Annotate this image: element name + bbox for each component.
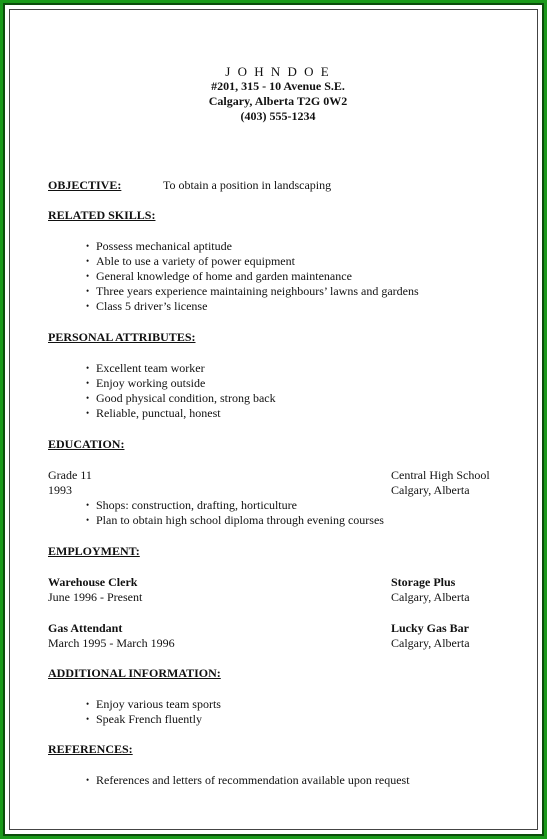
list-item: • General knowledge of home and garden maintenance: [48, 269, 508, 284]
job-title: Gas Attendant: [48, 621, 123, 635]
education-school: Central High School: [391, 468, 490, 482]
education-row-2: [48, 483, 508, 498]
references-list: [48, 773, 508, 788]
resume-header: [48, 64, 508, 124]
additional-info-section: [48, 666, 508, 727]
references-section: [48, 742, 508, 788]
education-location: Calgary, Alberta: [391, 483, 470, 497]
job-row-title: [48, 575, 508, 590]
employment-heading: EMPLOYMENT:: [48, 544, 140, 558]
job-employer: Storage Plus: [391, 575, 456, 589]
list-item: • References and letters of recommendation available upon request: [48, 773, 508, 788]
address-line-1: #201, 315 - 10 Avenue S.E.: [211, 79, 345, 93]
list-item: • Good physical condition, strong back: [48, 391, 508, 406]
list-item: • Able to use a variety of power equipment: [48, 254, 508, 269]
resume-page: [9, 9, 538, 830]
related-skills-heading: RELATED SKILLS:: [48, 208, 156, 222]
document-border: [3, 3, 544, 836]
objective-heading: OBJECTIVE:: [48, 178, 122, 192]
list-item: • Excellent team worker: [48, 361, 508, 376]
education-list: [48, 498, 508, 528]
education-heading: EDUCATION:: [48, 437, 125, 451]
additional-info-list: [48, 697, 508, 727]
education-grade: Grade 11: [48, 468, 92, 482]
additional-info-heading: ADDITIONAL INFORMATION:: [48, 666, 221, 680]
objective-text: To obtain a position in landscaping: [163, 178, 332, 192]
list-item: • Shops: construction, drafting, horticulture: [48, 498, 508, 513]
references-heading: REFERENCES:: [48, 742, 133, 756]
list-item: • Class 5 driver’s license: [48, 299, 508, 314]
job-location: Calgary, Alberta: [391, 590, 470, 604]
job-title: Warehouse Clerk: [48, 575, 138, 589]
address-line-2: Calgary, Alberta T2G 0W2: [208, 94, 348, 108]
personal-attributes-heading: PERSONAL ATTRIBUTES:: [48, 330, 196, 344]
job-row-title: [48, 621, 508, 636]
list-item: • Speak French fluently: [48, 712, 508, 727]
job-dates: March 1995 - March 1996: [48, 636, 175, 650]
related-skills-list: [48, 239, 508, 314]
education-row-1: [48, 468, 508, 483]
list-item: • Possess mechanical aptitude: [48, 239, 508, 254]
related-skills-section: [48, 208, 508, 314]
job-row-dates: [48, 590, 508, 605]
education-section: [48, 437, 508, 528]
applicant-name: J O H N D O E: [225, 64, 331, 79]
list-item: • Enjoy various team sports: [48, 697, 508, 712]
personal-attributes-section: [48, 330, 508, 421]
employment-section: [48, 544, 508, 651]
personal-attributes-list: [48, 361, 508, 421]
list-item: • Reliable, punctual, honest: [48, 406, 508, 421]
objective-section: [48, 178, 508, 193]
job-dates: June 1996 - Present: [48, 590, 143, 604]
list-item: • Three years experience maintaining neighbours’ lawns and gardens: [48, 284, 508, 299]
phone-number: (403) 555-1234: [240, 109, 316, 123]
list-item: • Enjoy working outside: [48, 376, 508, 391]
job-location: Calgary, Alberta: [391, 636, 470, 650]
job-row-dates: [48, 636, 508, 651]
education-year: 1993: [48, 483, 72, 497]
list-item: • Plan to obtain high school diploma through evening courses: [48, 513, 508, 528]
job-employer: Lucky Gas Bar: [391, 621, 470, 635]
